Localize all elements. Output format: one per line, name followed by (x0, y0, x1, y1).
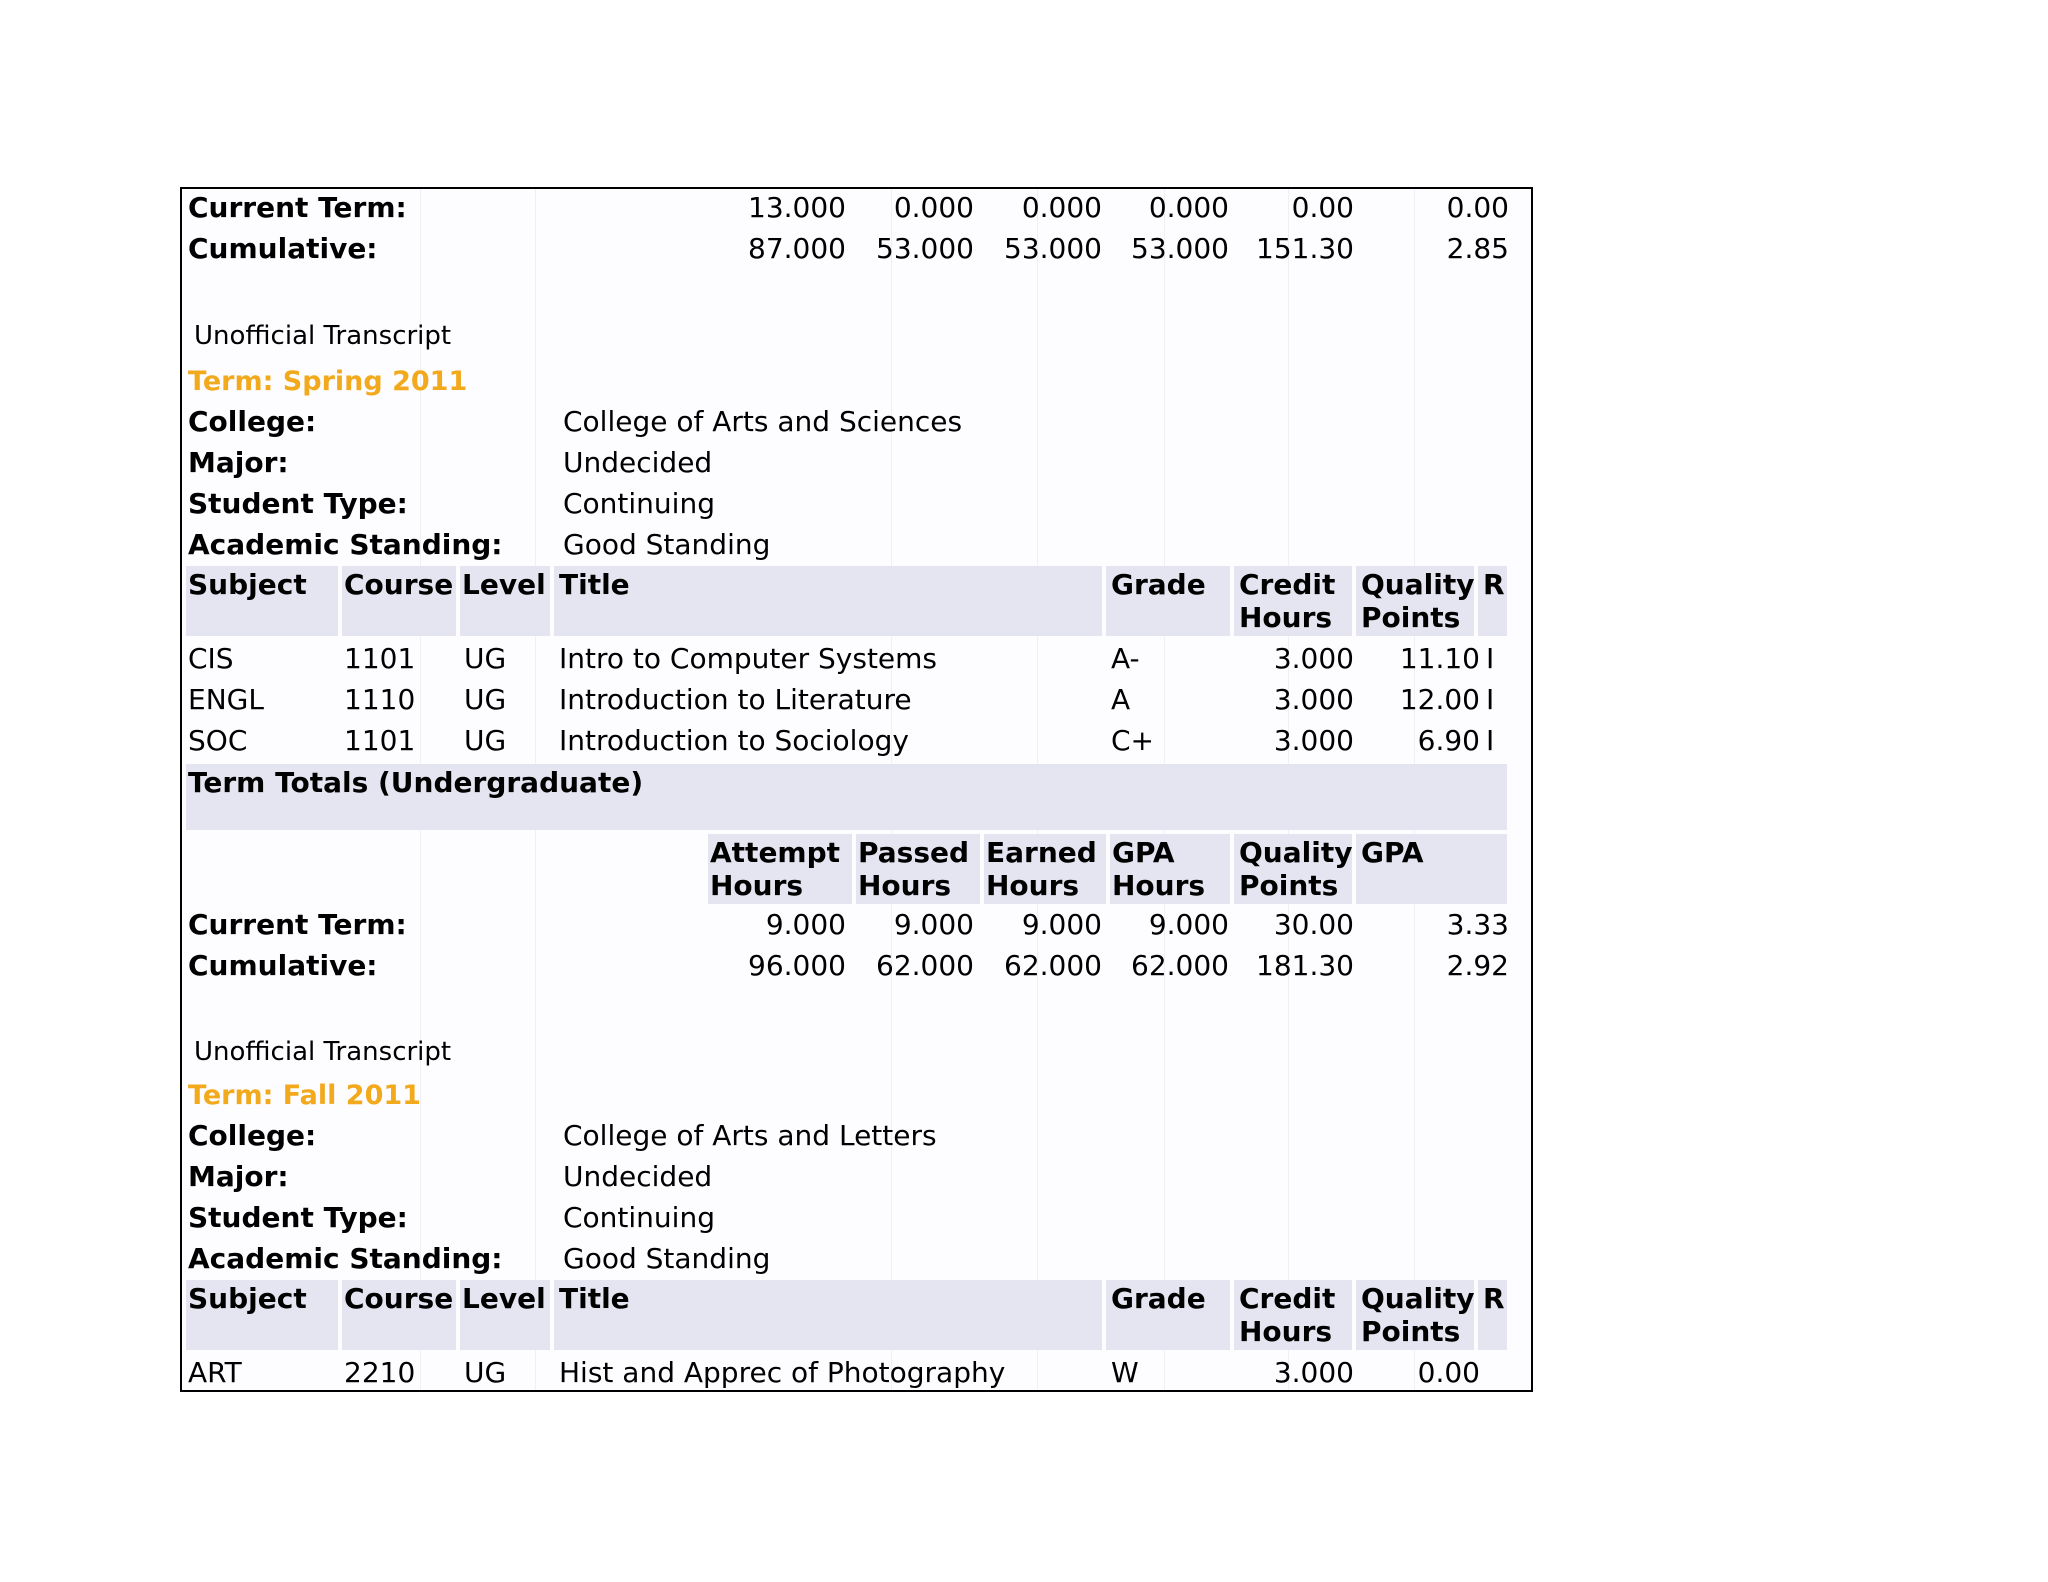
cumulative-label: Cumulative: (188, 949, 378, 982)
current-passed-hours: 9.000 (893, 908, 974, 941)
course-subject: ART (188, 1356, 242, 1389)
current-gpa-hours: 9.000 (1148, 908, 1229, 941)
college-label: College: (188, 405, 317, 438)
academic-standing-value: Good Standing (563, 528, 771, 561)
current-passed-hours: 0.000 (893, 191, 974, 224)
current-term-label: Current Term: (188, 191, 407, 224)
cumulative-earned-hours: 62.000 (1004, 949, 1102, 982)
term-heading: Term: Spring 2011 (188, 366, 468, 397)
cumulative-attempt-hours: 96.000 (748, 949, 846, 982)
major-value: Undecided (563, 1160, 713, 1193)
major-value: Undecided (563, 446, 713, 479)
course-quality-points: 11.10 (1399, 642, 1480, 675)
quality-points-header-2: Points (1361, 1315, 1461, 1348)
course-level: UG (464, 1356, 507, 1389)
course-repeat: I (1486, 683, 1495, 716)
cumulative-gpa: 2.85 (1446, 232, 1509, 265)
course-header: Course (344, 1282, 454, 1315)
course-title: Introduction to Literature (559, 683, 912, 716)
course-grade: A- (1111, 642, 1140, 675)
course-number: 1110 (344, 683, 416, 716)
course-credit-hours: 3.000 (1273, 724, 1354, 757)
quality-points-header-2: Points (1361, 601, 1461, 634)
cumulative-label: Cumulative: (188, 232, 378, 265)
quality-points-header-1: Quality (1239, 836, 1353, 869)
quality-points-header-1: Quality (1361, 1282, 1475, 1315)
subject-header: Subject (188, 1282, 307, 1315)
course-number: 1101 (344, 642, 416, 675)
current-earned-hours: 9.000 (1021, 908, 1102, 941)
course-level: UG (464, 724, 507, 757)
term-heading: Term: Fall 2011 (188, 1080, 421, 1111)
repeat-header: R (1483, 1282, 1505, 1315)
current-term-label: Current Term: (188, 908, 407, 941)
gpa-hours-header-2: Hours (1112, 869, 1206, 902)
cumulative-gpa: 2.92 (1446, 949, 1509, 982)
course-title: Hist and Apprec of Photography (559, 1356, 1006, 1389)
course-quality-points: 6.90 (1417, 724, 1480, 757)
transcript-sheet (180, 187, 1533, 1392)
current-earned-hours: 0.000 (1021, 191, 1102, 224)
credit-hours-header-1: Credit (1239, 1282, 1336, 1315)
attempt-hours-header-2: Hours (710, 869, 804, 902)
cumulative-quality-points: 181.30 (1256, 949, 1354, 982)
academic-standing-label: Academic Standing: (188, 1242, 503, 1275)
transcript-banner: Unofficial Transcript (194, 321, 452, 351)
student-type-value: Continuing (563, 487, 715, 520)
course-title: Intro to Computer Systems (559, 642, 938, 675)
course-subject: ENGL (188, 683, 264, 716)
quality-points-header-2: Points (1239, 869, 1339, 902)
college-value: College of Arts and Sciences (563, 405, 963, 438)
grade-header: Grade (1111, 1282, 1206, 1315)
course-number: 1101 (344, 724, 416, 757)
grade-header: Grade (1111, 568, 1206, 601)
academic-standing-label: Academic Standing: (188, 528, 503, 561)
course-title: Introduction to Sociology (559, 724, 909, 757)
subject-header: Subject (188, 568, 307, 601)
major-label: Major: (188, 1160, 289, 1193)
credit-hours-header-2: Hours (1239, 1315, 1333, 1348)
course-credit-hours: 3.000 (1273, 642, 1354, 675)
college-value: College of Arts and Letters (563, 1119, 937, 1152)
course-credit-hours: 3.000 (1273, 1356, 1354, 1389)
cumulative-earned-hours: 53.000 (1004, 232, 1102, 265)
level-header: Level (462, 568, 546, 601)
title-header: Title (559, 568, 630, 601)
passed-hours-header-2: Hours (858, 869, 952, 902)
quality-points-header-1: Quality (1361, 568, 1475, 601)
major-label: Major: (188, 446, 289, 479)
academic-standing-value: Good Standing (563, 1242, 771, 1275)
course-quality-points: 0.00 (1417, 1356, 1480, 1389)
course-level: UG (464, 642, 507, 675)
passed-hours-header-1: Passed (858, 836, 970, 869)
current-gpa: 3.33 (1446, 908, 1509, 941)
course-subject: SOC (188, 724, 248, 757)
cumulative-gpa-hours: 53.000 (1131, 232, 1229, 265)
credit-hours-header-2: Hours (1239, 601, 1333, 634)
current-gpa-hours: 0.000 (1148, 191, 1229, 224)
cumulative-gpa-hours: 62.000 (1131, 949, 1229, 982)
student-type-value: Continuing (563, 1201, 715, 1234)
course-repeat: I (1486, 724, 1495, 757)
course-grade: A (1111, 683, 1131, 716)
header-cell (554, 566, 1102, 636)
current-quality-points: 30.00 (1273, 908, 1354, 941)
current-quality-points: 0.00 (1291, 191, 1354, 224)
repeat-header: R (1483, 568, 1505, 601)
level-header: Level (462, 1282, 546, 1315)
cumulative-passed-hours: 53.000 (876, 232, 974, 265)
course-quality-points: 12.00 (1399, 683, 1480, 716)
term-totals-title: Term Totals (Undergraduate) (188, 766, 644, 799)
cumulative-quality-points: 151.30 (1256, 232, 1354, 265)
course-level: UG (464, 683, 507, 716)
college-label: College: (188, 1119, 317, 1152)
earned-hours-header-1: Earned (986, 836, 1097, 869)
title-header: Title (559, 1282, 630, 1315)
course-number: 2210 (344, 1356, 416, 1389)
credit-hours-header-1: Credit (1239, 568, 1336, 601)
earned-hours-header-2: Hours (986, 869, 1080, 902)
current-attempt-hours: 9.000 (765, 908, 846, 941)
cumulative-passed-hours: 62.000 (876, 949, 974, 982)
transcript-banner: Unofficial Transcript (194, 1037, 452, 1067)
current-gpa: 0.00 (1446, 191, 1509, 224)
gpa-hours-header-1: GPA (1112, 836, 1175, 869)
course-subject: CIS (188, 642, 234, 675)
cumulative-attempt-hours: 87.000 (748, 232, 846, 265)
course-credit-hours: 3.000 (1273, 683, 1354, 716)
student-type-label: Student Type: (188, 1201, 408, 1234)
attempt-hours-header-1: Attempt (710, 836, 841, 869)
course-repeat: I (1486, 642, 1495, 675)
course-grade: W (1111, 1356, 1139, 1389)
gpa-header: GPA (1361, 836, 1424, 869)
course-header: Course (344, 568, 454, 601)
current-attempt-hours: 13.000 (748, 191, 846, 224)
course-grade: C+ (1111, 724, 1155, 757)
header-cell (554, 1280, 1102, 1350)
student-type-label: Student Type: (188, 487, 408, 520)
